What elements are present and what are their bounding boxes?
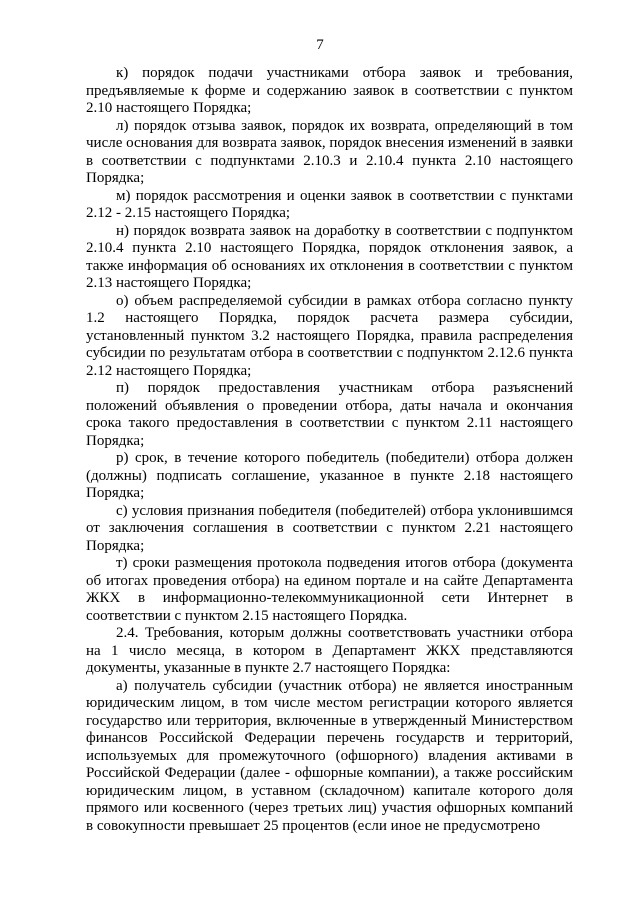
- paragraph-r: р) срок, в течение которого победитель (победители) отбора должен (должны) подписать соглашение, указанное в пункте 2.18 настоящего Порядка;: [86, 450, 573, 501]
- paragraph-n: н) порядок возврата заявок на доработку в соответствии с подпунктом 2.10.4 пункта 2.10 настоящего Порядка, порядок отклонения заявок, а также информация об основаниях их отклонения в соответствии с пунктом 2.13 настоящего Порядка;: [86, 222, 573, 291]
- paragraph-k: к) порядок подачи участниками отбора заявок и требования, предъявляемые к форме и содержанию заявок в соответствии с пунктом 2.10 настоящего Порядка;: [86, 65, 573, 116]
- paragraph-p: п) порядок предоставления участникам отбора разъяснений положений объявления о проведении отбора, даты начала и окончания срока такого предоставления в соответствии с пунктом 2.11 настоящего Порядка;: [86, 380, 573, 449]
- paragraph-2-4: 2.4. Требования, которым должны соответствовать участники отбора на 1 число месяца, в котором в Департамент ЖКХ представляются документы, указанные в пункте 2.7 настоящего Порядка:: [86, 625, 573, 676]
- page-number: 7: [316, 37, 324, 53]
- paragraph-m: м) порядок рассмотрения и оценки заявок в соответствии с пунктами 2.12 - 2.15 настоящего Порядка;: [86, 187, 573, 221]
- paragraph-2-4-a: а) получатель субсидии (участник отбора) не является иностранным юридическим лицом, в том числе местом регистрации которого является государство или территория, включенные в утвержденный Министерством финансов Российской Федерации перечень государств и территорий, используемых для промежуточного (офшорного) владения активами в Российской Федерации (далее - офшорные компании), а также российским юридическим лицом, в уставном (складочном) капитале которого доля прямого или косвенного (через третьих лиц) участия офшорных компаний в совокупности превышает 25 процентов (если иное не предусмотрено: [86, 677, 573, 834]
- paragraph-o: о) объем распределяемой субсидии в рамках отбора согласно пункту 1.2 настоящего Порядка, порядок расчета размера субсидии, установленный пунктом 3.2 настоящего Порядка, правила распределения субсидии по результатам отбора в соответствии с подпунктом 2.12.6 пункта 2.12 настоящего Порядка;: [86, 292, 573, 379]
- paragraph-t: т) сроки размещения протокола подведения итогов отбора (документа об итогах проведения отбора) на едином портале и на сайте Департамента ЖКХ в информационно-телекоммуникационной сети Интернет в соответствии с пунктом 2.15 настоящего Порядка.: [86, 555, 573, 624]
- paragraph-l: л) порядок отзыва заявок, порядок их возврата, определяющий в том числе основания для возврата заявок, порядок внесения изменений в заявки в соответствии с подпунктами 2.10.3 и 2.10.4 пункта 2.10 настоящего Порядка;: [86, 117, 573, 186]
- document-body: [86, 65, 573, 835]
- paragraph-s: с) условия признания победителя (победителей) отбора уклонившимся от заключения соглашения в соответствии с пунктом 2.21 настоящего Порядка;: [86, 502, 573, 554]
